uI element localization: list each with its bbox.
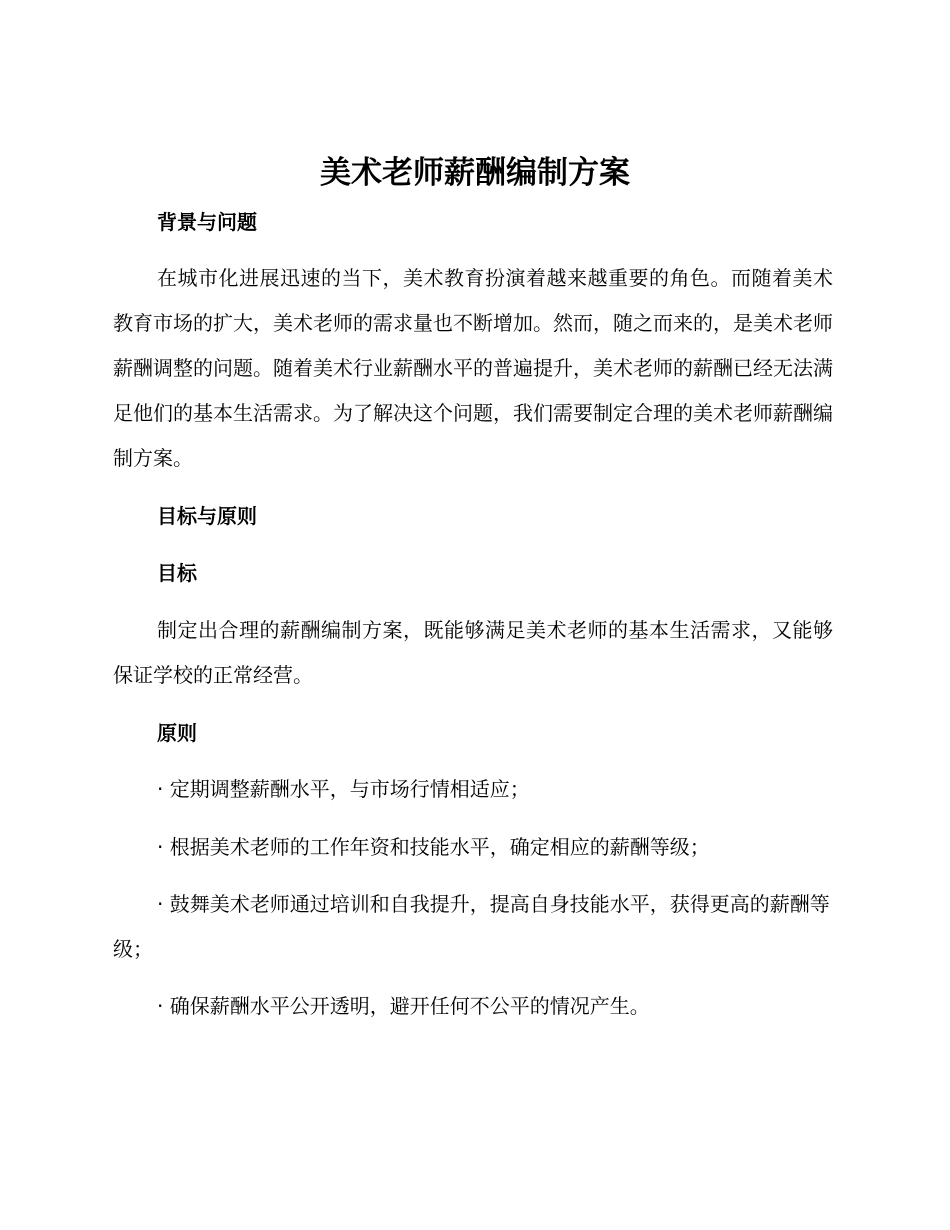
section-heading-goal: 目标 [157,561,197,585]
section-heading-background: 背景与问题 [157,210,257,234]
principle-item: · 定期调整薪酬水平，与市场行情相适应； [157,777,530,801]
section-heading-principles: 原则 [157,721,197,745]
principle-item: · 确保薪酬水平公开透明，避开任何不公平的情况产生。 [157,994,650,1018]
paragraph-background: 在城市化进展迅速的当下，美术教育扮演着越来越重要的角色。而随着美术教育市场的扩大，美术老师的需求量也不断增加。然而，随之而来的，是美术老师薪酬调整的问题。随着美术行业薪酬水平的普遍提升，美术老师的薪酬已经无法满足他们的基本生活需求。为了解决这个问题，我们需要制定合理的美术老师薪酬编制方案。 [113,266,833,470]
section-heading-goals-principles: 目标与原则 [157,504,257,528]
principle-item: · 根据美术老师的工作年资和技能水平，确定相应的薪酬等级； [157,835,710,859]
principle-item: · 鼓舞美术老师通过培训和自我提升，提高自身技能水平，获得更高的薪酬等级； [113,892,830,961]
document-title: 美术老师薪酬编制方案 [320,155,630,191]
paragraph-goal: 制定出合理的薪酬编制方案，既能够满足美术老师的基本生活需求，又能够保证学校的正常经营。 [113,618,833,687]
